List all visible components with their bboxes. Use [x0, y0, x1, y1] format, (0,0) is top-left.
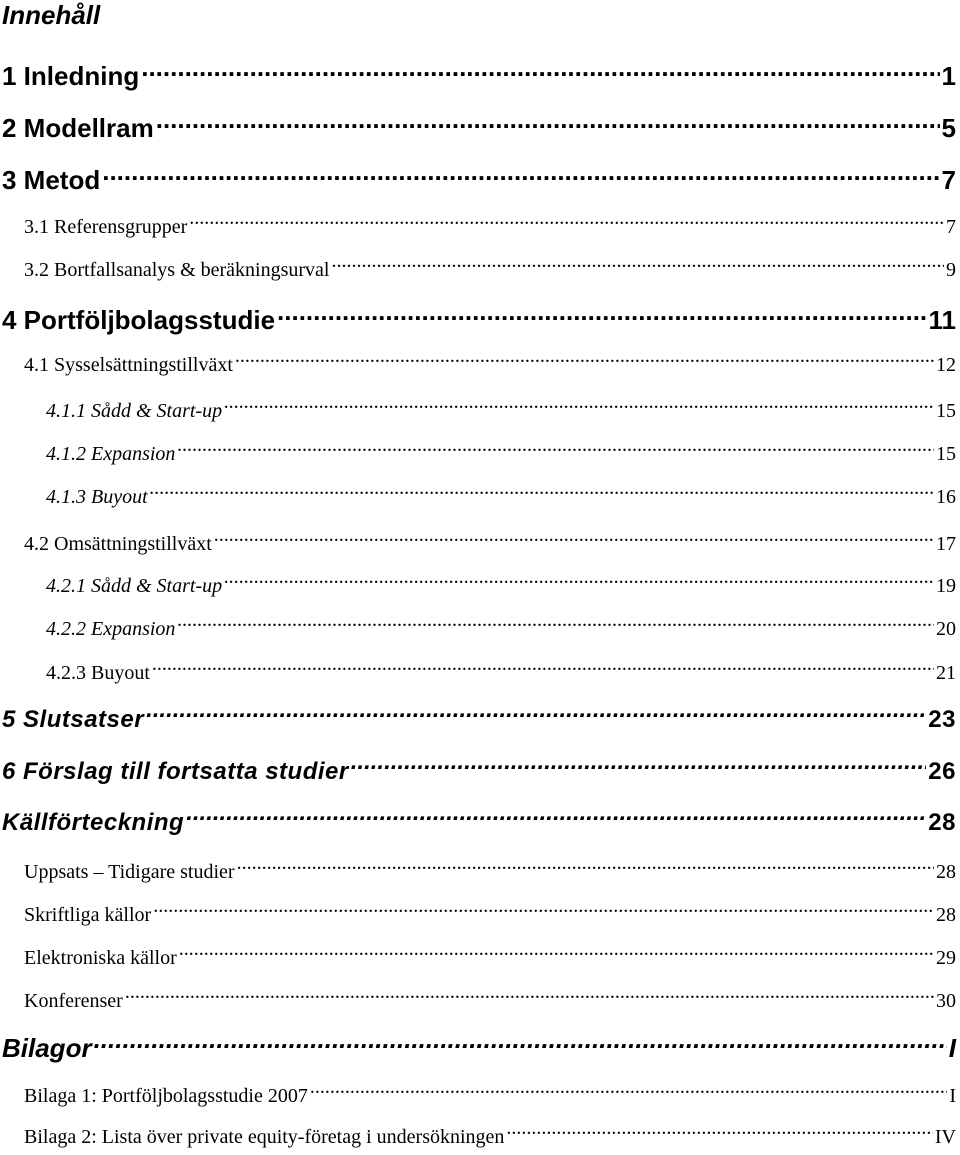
- toc-entry-label: 4 Portföljbolagsstudie: [2, 305, 276, 335]
- toc-entry-label: 4.2 Omsättningstillväxt: [24, 533, 212, 555]
- toc-entry-4-2-2[interactable]: [46, 614, 956, 644]
- dot-leader: [150, 483, 934, 503]
- toc-entry-page: 1: [941, 61, 956, 91]
- toc-entry-label: Bilagor: [2, 1033, 92, 1063]
- dot-leader: [177, 615, 934, 635]
- dot-leader: [179, 944, 934, 964]
- toc-entry-page: I: [948, 1033, 956, 1063]
- toc-entry-label: 6 Förslag till fortsatta studier: [2, 758, 349, 785]
- toc-entry-4-2[interactable]: [24, 529, 956, 559]
- toc-entry-label: 4.1.3 Buyout: [46, 486, 148, 508]
- dot-leader: [237, 858, 934, 878]
- toc-entry-bilaga-2[interactable]: [24, 1122, 956, 1152]
- dot-leader: [310, 1082, 947, 1102]
- toc-entry-page: 5: [941, 113, 956, 143]
- toc-entry-label: Konferenser: [24, 990, 123, 1012]
- dot-leader: [214, 530, 934, 550]
- toc-entry-page: 7: [946, 216, 956, 238]
- dot-leader: [224, 397, 934, 417]
- toc-entry-page: IV: [934, 1126, 956, 1148]
- toc-entry-page: 9: [946, 259, 956, 281]
- toc-entry-page: 11: [928, 305, 956, 335]
- toc-entry-page: 30: [936, 990, 956, 1012]
- toc-entry-3[interactable]: [2, 162, 956, 198]
- toc-entry-2[interactable]: [2, 110, 956, 146]
- toc-entry-4-2-1[interactable]: [46, 571, 956, 601]
- toc-entry-page: 29: [936, 947, 956, 969]
- toc-entry-page: 17: [936, 533, 956, 555]
- toc-entry-4-1-2[interactable]: [46, 439, 956, 469]
- dot-leader: [186, 806, 926, 830]
- toc-entry-label: Källförteckning: [2, 809, 185, 836]
- toc-entry-label: Skriftliga källor: [24, 904, 152, 926]
- toc-entry-label: 4.2.1 Sådd & Start-up: [46, 575, 223, 597]
- dot-leader: [146, 703, 926, 727]
- toc-entry-label: 4.1 Sysselsättningstillväxt: [24, 354, 233, 376]
- toc-entry-label: Bilaga 1: Portföljbolagsstudie 2007: [24, 1085, 308, 1107]
- toc-entry-label: 4.2.2 Expansion: [46, 618, 176, 640]
- toc-entry-label: 3.1 Referensgrupper: [24, 216, 188, 238]
- toc-entry-4-1-3[interactable]: [46, 482, 956, 512]
- dot-leader: [235, 351, 934, 371]
- toc-entry-bilagor[interactable]: [2, 1030, 956, 1066]
- toc-entry-4-1-1[interactable]: [46, 396, 956, 426]
- toc-entry-page: 15: [936, 443, 956, 465]
- toc-entry-elektroniska-kallor[interactable]: [24, 943, 956, 973]
- toc-entry-kallforteckning[interactable]: [2, 806, 956, 840]
- toc-entry-4[interactable]: [2, 302, 956, 338]
- dot-leader: [506, 1123, 932, 1143]
- toc-entry-label: 3.2 Bortfallsanalys & beräkningsurval: [24, 259, 330, 281]
- toc-entry-konferenser[interactable]: [24, 986, 956, 1016]
- dot-leader: [102, 163, 939, 189]
- toc-heading: Innehåll: [2, 0, 101, 30]
- toc-entry-3-2[interactable]: [24, 255, 956, 285]
- toc-entry-label: 2 Modellram: [2, 113, 154, 143]
- toc-entry-label: Bilaga 2: Lista över private equity-företag i undersökningen: [24, 1126, 505, 1148]
- toc-entry-page: 28: [936, 861, 956, 883]
- toc-entry-page: 26: [928, 758, 956, 785]
- dot-leader: [152, 659, 934, 679]
- toc-entry-5[interactable]: [2, 703, 956, 737]
- toc-entry-label: 4.2.3 Buyout: [46, 662, 150, 684]
- toc-entry-page: 28: [928, 809, 956, 836]
- toc-entry-page: 15: [936, 400, 956, 422]
- toc-entry-label: 4.1.1 Sådd & Start-up: [46, 400, 223, 422]
- toc-entry-page: I: [949, 1085, 956, 1107]
- dot-leader: [94, 1031, 947, 1057]
- dot-leader: [125, 987, 934, 1007]
- dot-leader: [224, 572, 934, 592]
- toc-entry-4-2-3[interactable]: [46, 658, 956, 688]
- toc-entry-label: Elektroniska källor: [24, 947, 177, 969]
- toc-entry-label: 3 Metod: [2, 165, 101, 195]
- toc-entry-label: 1 Inledning: [2, 61, 140, 91]
- toc-entry-page: 12: [936, 354, 956, 376]
- toc-entry-label: 4.1.2 Expansion: [46, 443, 176, 465]
- toc-entry-page: 21: [936, 662, 956, 684]
- toc-entry-3-1[interactable]: [24, 212, 956, 242]
- dot-leader: [189, 213, 944, 233]
- dot-leader: [153, 901, 934, 921]
- dot-leader: [332, 256, 945, 276]
- toc-entry-page: 28: [936, 904, 956, 926]
- dot-leader: [351, 755, 927, 779]
- toc-entry-page: 16: [936, 486, 956, 508]
- toc-entry-1[interactable]: [2, 58, 956, 94]
- toc-entry-bilaga-1[interactable]: [24, 1081, 956, 1111]
- dot-leader: [141, 59, 939, 85]
- toc-entry-label: 5 Slutsatser: [2, 706, 145, 733]
- toc-entry-6[interactable]: [2, 755, 956, 789]
- dot-leader: [156, 111, 940, 137]
- toc-entry-label: Uppsats – Tidigare studier: [24, 861, 235, 883]
- toc-entry-page: 7: [941, 165, 956, 195]
- toc-entry-page: 19: [936, 575, 956, 597]
- dot-leader: [177, 440, 934, 460]
- toc-entry-page: 23: [928, 706, 956, 733]
- toc-entry-page: 20: [936, 618, 956, 640]
- toc-entry-4-1[interactable]: [24, 350, 956, 380]
- toc-entry-skriftliga-kallor[interactable]: [24, 900, 956, 930]
- dot-leader: [277, 303, 926, 329]
- toc-entry-uppsats[interactable]: [24, 857, 956, 887]
